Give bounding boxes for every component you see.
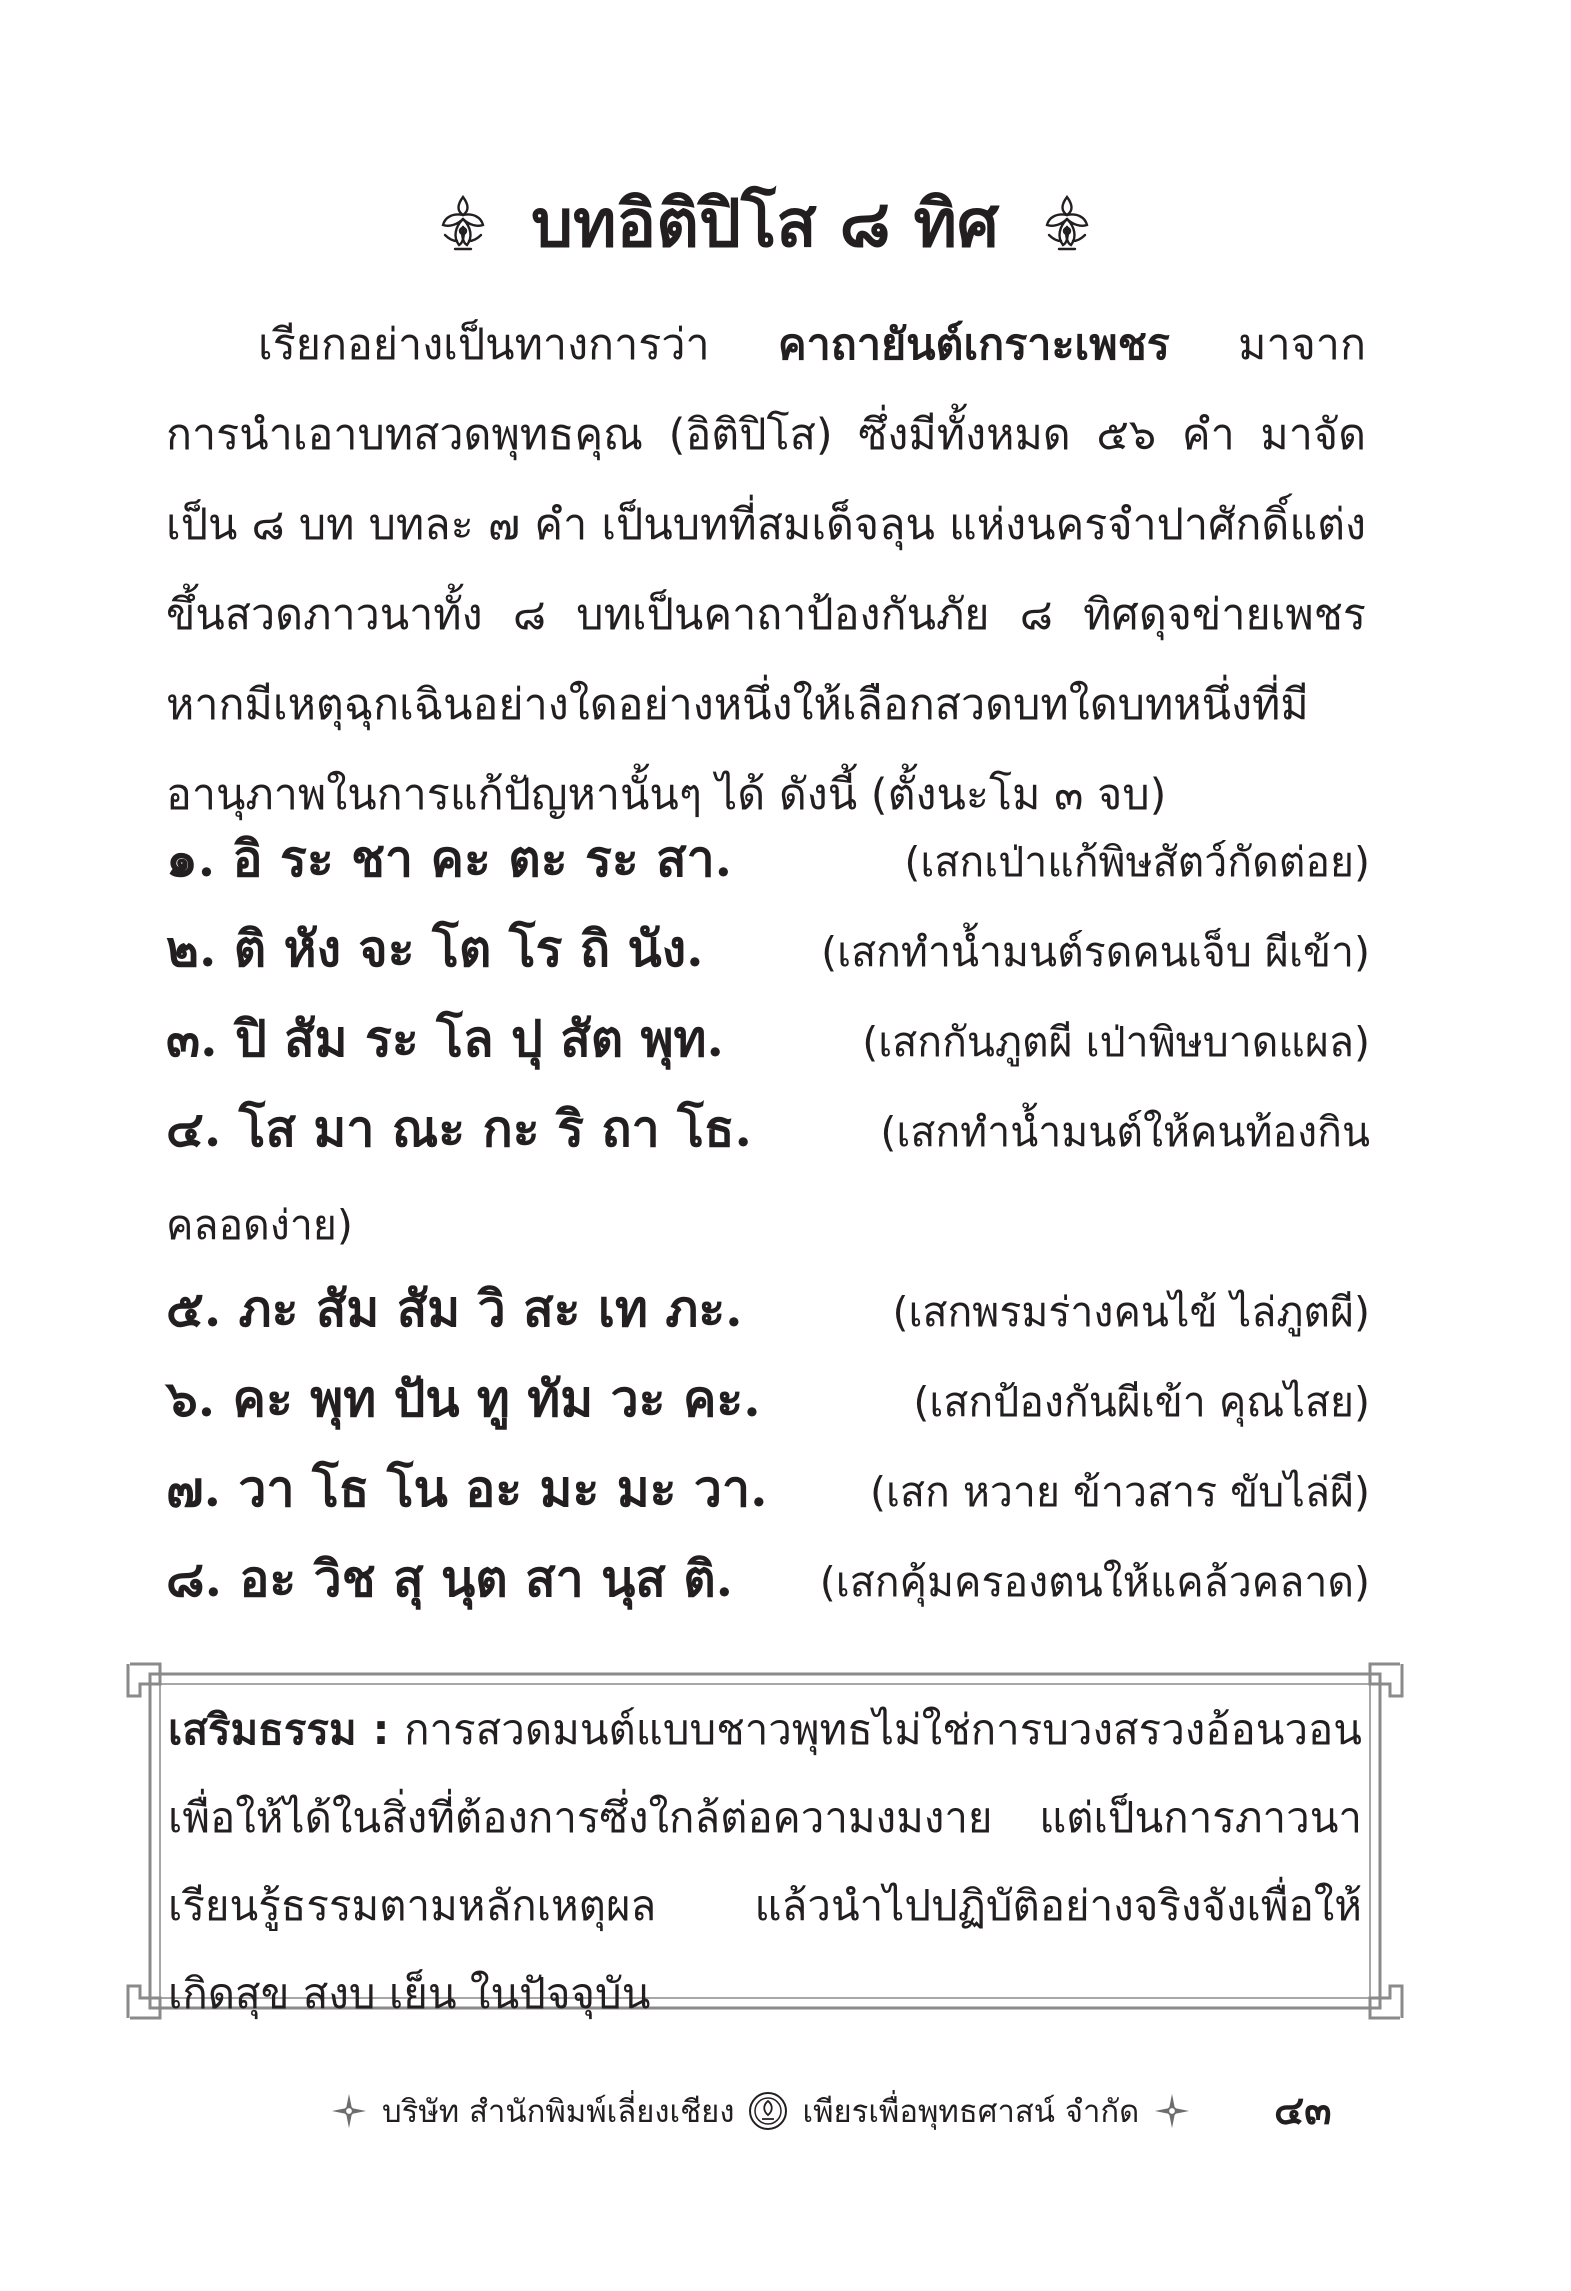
verse-item	[166, 1360, 1370, 1450]
verse-note: (เสกกันภูตผี เป่าพิษบาดแผล)	[862, 1018, 1370, 1066]
verse-note: (เสกเป่าแก้พิษสัตว์กัดต่อย)	[904, 838, 1370, 886]
verse-note: (เสกทำน้ำมนต์ให้คนท้องกิน	[880, 1108, 1370, 1156]
verse-text: ๑. อิ ระ ชา คะ ตะ ระ สา.	[166, 829, 733, 888]
verse-item	[166, 1450, 1370, 1540]
intro-emphasis: คาถายันต์เกราะเพชร	[777, 320, 1170, 370]
verse-list	[166, 820, 1370, 1630]
page-footer	[330, 2086, 1230, 2136]
dharma-note-box	[120, 1656, 1410, 2026]
publisher-seal-icon	[748, 2091, 788, 2131]
verse-note: (เสกทำน้ำมนต์รดคนเจ็บ ผีเข้า)	[821, 928, 1370, 976]
verse-item	[166, 910, 1370, 1000]
floral-ornament-icon	[431, 191, 495, 255]
page-title: บทอิติปิโส ๘ ทิศ	[531, 184, 999, 262]
verse-text: ๕. ภะ สัม สัม วิ สะ เท ภะ.	[166, 1279, 743, 1338]
verse-item	[166, 1090, 1370, 1180]
note-paragraph	[168, 1686, 1362, 2038]
verse-item	[166, 820, 1370, 910]
verse-item	[166, 1540, 1370, 1630]
verse-item	[166, 1270, 1370, 1360]
page-number: ๔๓	[1274, 2087, 1332, 2134]
verse-text: ๘. อะ วิช สุ นุต สา นุส ติ.	[166, 1549, 734, 1608]
verse-text: ๗. วา โธ โน อะ มะ มะ วา.	[166, 1459, 768, 1518]
verse-note-continuation: คลอดง่าย)	[166, 1201, 353, 1249]
verse-text: ๒. ติ หัง จะ โต โร ถิ นัง.	[166, 919, 704, 978]
note-label: เสริมธรรม :	[168, 1705, 390, 1754]
star-flower-icon	[1153, 2092, 1191, 2130]
verse-note: (เสกพรมร่างคนไข้ ไล่ภูตผี)	[892, 1288, 1370, 1336]
verse-item	[166, 1000, 1370, 1090]
title-row	[160, 168, 1370, 278]
verse-note: (เสกป้องกันผีเข้า คุณไสย)	[913, 1378, 1370, 1426]
intro-body: มาจากการนำเอาบทสวดพุทธคุณ (อิติปิโส) ซึ่งมีทั้งหมด ๕๖ คำ มาจัดเป็น ๘ บท บทละ ๗ คำ เป็นบทที่สมเด็จลุน แห่งนครจำปาศักดิ์แต่งขึ้นสวดภาวนาทั้ง ๘ บทเป็นคาถาป้องกันภัย ๘ ทิศดุจข่ายเพชร หากมีเหตุฉุกเฉินอย่างใดอย่างหนึ่งให้เลือกสวดบทใดบทหนึ่งที่มีอานุภาพในการแก้ปัญหานั้นๆ ได้ ดังนี้ (ตั้งนะโม ๓ จบ)	[166, 320, 1366, 820]
verse-text: ๔. โส มา ณะ กะ ริ ถา โธ.	[166, 1099, 752, 1158]
publisher-tagline: เพียรเพื่อพุทธศาสน์ จำกัด	[802, 2094, 1140, 2130]
verse-text: ๓. ปิ สัม ระ โล ปุ สัต พุท.	[166, 1009, 724, 1068]
verse-note: (เสกคุ้มครองตนให้แคล้วคลาด)	[819, 1558, 1370, 1606]
note-body: การสวดมนต์แบบชาวพุทธไม่ใช่การบวงสรวงอ้อนวอน เพื่อให้ได้ในสิ่งที่ต้องการซึ่งใกล้ต่อความงมงาย แต่เป็นการภาวนา เรียนรู้ธรรมตามหลักเหตุผล แล้วนำไปปฏิบัติอย่างจริงจังเพื่อให้เกิดสุข สงบ เย็น ในปัจจุบัน	[168, 1705, 1362, 2018]
verse-note: (เสก หวาย ข้าวสาร ขับไล่ผี)	[869, 1468, 1370, 1516]
publisher-name: บริษัท สำนักพิมพ์เลี่ยงเชียง	[382, 2094, 735, 2130]
intro-lead: เรียกอย่างเป็นทางการว่า	[258, 320, 778, 370]
verse-text: ๖. คะ พุท ปัน ทู ทัม วะ คะ.	[166, 1369, 761, 1428]
intro-paragraph	[166, 300, 1366, 840]
star-flower-icon	[330, 2092, 368, 2130]
floral-ornament-icon	[1035, 191, 1099, 255]
